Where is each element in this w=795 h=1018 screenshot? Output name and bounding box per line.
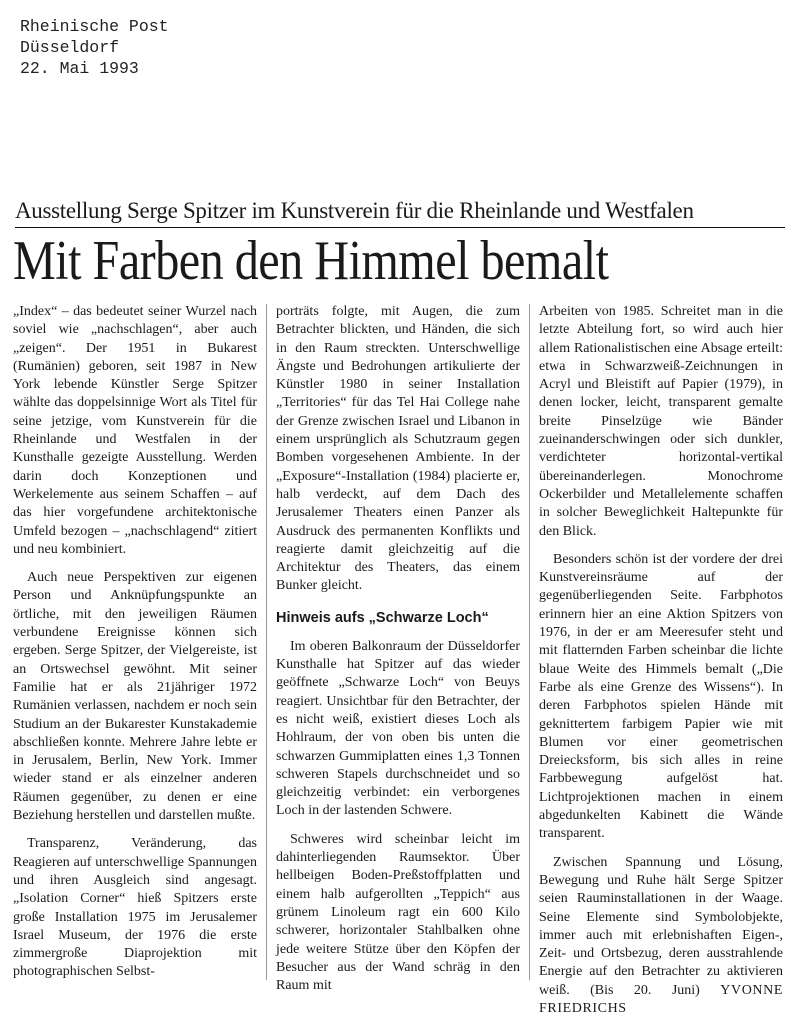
paragraph: „Index“ – das bedeutet seiner Wurzel nach soviel wie „nachschlagen“, aber auch „zeigen“. Der 1951 in Bukarest (Rumänien) geboren, seit 1987 in New York lebende Künstler Serge Spitzer wählte das doppelsinnige Wort als Titel für seine jetzige, vom Kunstverein für die Rheinlande und Westfalen in der Kunsthalle gezeigte Ausstellung. Werden darin doch Konzeptionen und Werkelemente aus seinem Schaffen – auf das hier vorgefundene architektonische Umfeld bezogen – „nachschlagend“ zitiert und neu kombiniert.	[13, 304, 257, 557]
column-divider	[529, 304, 530, 980]
paragraph-text: Zwischen Spannung und Lösung, Bewegung und Ruhe hält Serge Spitzer seien Rauminstallationen in der Waage. Seine Elemente sind Symbolobjekte, immer auch mit erlebnishaften Eigen-, Zeit- und Ortsbezug, deren ausstrahlende Energie auf den Betrachter zu aktivieren weiß. (Bis 20. Juni)	[539, 854, 783, 998]
article-column-1	[13, 303, 257, 982]
paragraph-with-byline	[539, 854, 783, 1018]
paragraph: Besonders schön ist der vordere der drei Kunstvereinsräume auf der gegenüberliegenden Seite. Farbphotos erinnern hier an eine Aktion Spitzers von 1976, in der er am Meeresufer steht und mit flatternden Farben scheinbar die lichte blaue Weite des Himmels bemalt („Die Farbe als eine Grenze des Wissens“). In deren Farbphotos spielen Hände mit geknittertem farbigem Papier wie mit Blumen vor einer geometrischen Dreiecksform, bis sich alles in reine Farbbewegung aufgelöst hat. Lichtprojektionen machen in einem abgedunkelten Kabinett die Wände transparent.	[539, 551, 783, 842]
source-date: 22. Mai 1993	[20, 59, 139, 78]
paragraph: Transparenz, Veränderung, das Reagieren auf unterschwellige Spannungen und ihren Ausgleich sind angesagt. „Isolation Corner“ hieß Spitzers erste große Installation 1975 im Jerusalemer Israel Museum, der 1976 die erste zimmergroße Diaprojektion mit photographischen Selbst-	[13, 836, 257, 980]
article-kicker: Ausstellung Serge Spitzer im Kunstverein für die Rheinlande und Westfalen	[15, 198, 694, 223]
paragraph: Auch neue Perspektiven zur eigenen Person und Anknüpfungspunkte an örtliche, mit den jeweiligen Räumen verbundene Ereignisse können sich ergeben. Serge Spitzer, der Vielgereiste, ist an Ortswechsel gewöhnt. Mit seiner Familie hat er als 21jähriger 1972 Rumänien verlassen, nachdem er noch sein Studium an der Bukarester Kunstakademie abschließen konnte. Mehrere Jahre lebte er in Jerusalem, Berlin, New York. Immer wieder stand er als einzelner anderen Räumen gegenüber, zu denen er eine Beziehung herstellen und darstellen mußte.	[13, 570, 257, 824]
article-column-3	[539, 303, 783, 1018]
source-city: Düsseldorf	[20, 38, 120, 57]
article-headline: Mit Farben den Himmel bemalt	[13, 230, 609, 292]
paragraph: Arbeiten von 1985. Schreitet man in die letzte Abteilung fort, so wird auch hier allem Rationalistischen eine Absage erteilt: etwa in Schwarzweiß-Zeichnungen in Acryl und Bleistift auf Papier (1979), in denen locker, leicht, transparent gemalte breite Pinselzüge wie Bänder zueinanderschwingen oder sich dunkler, verdichteter horizontal-vertikal übereinanderlegen. Monochrome Ockerbilder und Metallelemente schaffen in solcher Beweglichkeit Haltepunkte für den Blick.	[539, 304, 783, 539]
section-subhead: Hinweis aufs „Schwarze Loch“	[276, 609, 489, 626]
paragraph: porträts folgte, mit Augen, die zum Betrachter blickten, und Händen, die sich in den Raum streckten. Unterschwellige Ängste und Bedrohungen artikulierte der Künstler 1980 in seiner Installation „Territories“ für das Tel Hai College nahe der Grenze zwischen Israel und Libanon in einem ursprünglich als Schutzraum gegen Bomben vorgesehenen Ambiente. In der „Exposure“-Installation (1984) placierte er, halb verdeckt, auf dem Dach des Jerusalemer Theaters einen Panzer als Ausdruck des permanenten Konflikts und reagierte damit gleichzeitig auf die Architektur des Theaters, das einem Bunker gleicht.	[276, 304, 520, 594]
source-publication: Rheinische Post	[20, 17, 169, 36]
column-divider	[266, 304, 267, 980]
paragraph: Im oberen Balkonraum der Düsseldorfer Kunsthalle hat Spitzer auf das wieder geöffnete „Schwarze Loch“ von Beuys reagiert. Unsichtbar für den Betrachter, der es nicht weiß, existiert dieses Loch als Hohlraum, der von oben bis unten die schwarzen Gummiplatten eines 1,3 Tonnen schweren Stapels durchschneidet und so gleichzeitig verbindet: ein verborgenes Loch in der lastenden Schwere.	[276, 638, 520, 819]
source-stamp	[20, 16, 169, 79]
author-byline: YVONNE FRIEDRICHS	[539, 982, 783, 1016]
paragraph: Schweres wird scheinbar leicht im dahinterliegenden Raumsektor. Über hellbeigen Boden-Preßstoffplatten und einem halb aufgerollten „Teppich“ aus grünem Linoleum ragt ein 600 Kilo schwerer, horizontaler Stahlbalken ohne jede weitere Stütze über den Köpfen der Besucher aus der Wand schräg in den Raum mit	[276, 831, 520, 994]
article-column-2	[276, 303, 520, 995]
